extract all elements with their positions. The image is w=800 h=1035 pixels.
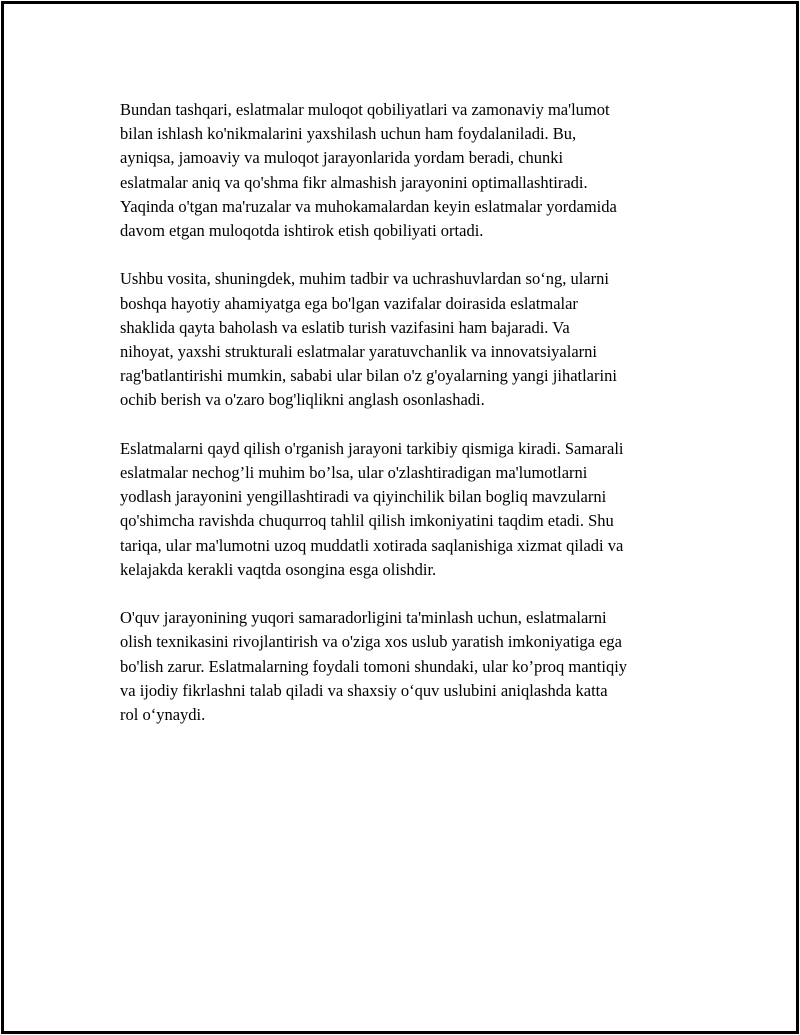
paragraph-line: Yaqinda o'tgan ma'ruzalar va muhokamalardan keyin eslatmalar yordamida [120,196,617,216]
paragraph-line: Ushbu vosita, shuningdek, muhim tadbir va uchrashuvlardan so‘ng, ularni [120,269,609,289]
paragraph-line: davom etgan muloqotda ishtirok etish qobiliyati ortadi. [120,221,484,241]
paragraph-line: qo'shimcha ravishda chuqurroq tahlil qilish imkoniyatini taqdim etadi. Shu [120,511,614,531]
paragraph-line: tariqa, ular ma'lumotni uzoq muddatli xotirada saqlanishiga xizmat qiladi va [120,535,624,555]
document-page [1,1,799,1034]
paragraph-4 [120,606,700,727]
paragraph-line: bilan ishlash ko'nikmalarini yaxshilash uchun ham foydalaniladi. Bu, [120,124,577,144]
paragraph-line: Eslatmalarni qayd qilish o'rganish jarayoni tarkibiy qismiga kiradi. Samarali [120,438,624,458]
paragraph-line: ayniqsa, jamoaviy va muloqot jarayonlarida yordam beradi, chunki [120,148,564,168]
paragraph-line: boshqa hayotiy ahamiyatga ega bo'lgan vazifalar doirasida eslatmalar [120,293,578,313]
paragraph-line: shaklida qayta baholash va eslatib turish vazifasini ham bajaradi. Va [120,317,570,337]
paragraph-line: eslatmalar aniq va qo'shma fikr almashish jarayonini optimallashtiradi. [120,172,588,192]
paragraph-line: rol o‘ynaydi. [120,705,206,725]
paragraph-line: rag'batlantirishi mumkin, sababi ular bilan o'z g'oyalarning yangi jihatlarini [120,366,617,386]
paragraph-line: olish texnikasini rivojlantirish va o'ziga xos uslub yaratish imkoniyatiga ega [120,632,623,652]
paragraph-line: O'quv jarayonining yuqori samaradorligini ta'minlash uchun, eslatmalarni [120,608,607,628]
paragraph-line: ochib berish va o'zaro bog'liqlikni anglash osonlashadi. [120,390,485,410]
paragraph-1 [120,98,700,243]
paragraph-3 [120,437,700,582]
document-body [120,98,700,751]
paragraph-2 [120,267,700,412]
paragraph-line: kelajakda kerakli vaqtda osongina esga olishdir. [120,559,437,579]
paragraph-line: yodlash jarayonini yengillashtiradi va qiyinchilik bilan bogliq mavzularni [120,487,607,507]
paragraph-line: eslatmalar nechog’li muhim bo’lsa, ular o'zlashtiradigan ma'lumotlarni [120,463,588,483]
paragraph-line: va ijodiy fikrlashni talab qiladi va shaxsiy o‘quv uslubini aniqlashda katta [120,680,608,700]
paragraph-line: bo'lish zarur. Eslatmalarning foydali tomoni shundaki, ular ko’proq mantiqiy [120,656,628,676]
paragraph-line: Bundan tashqari, eslatmalar muloqot qobiliyatlari va zamonaviy ma'lumot [120,100,610,119]
paragraph-line: nihoyat, yaxshi strukturali eslatmalar yaratuvchanlik va innovatsiyalarni [120,342,597,362]
